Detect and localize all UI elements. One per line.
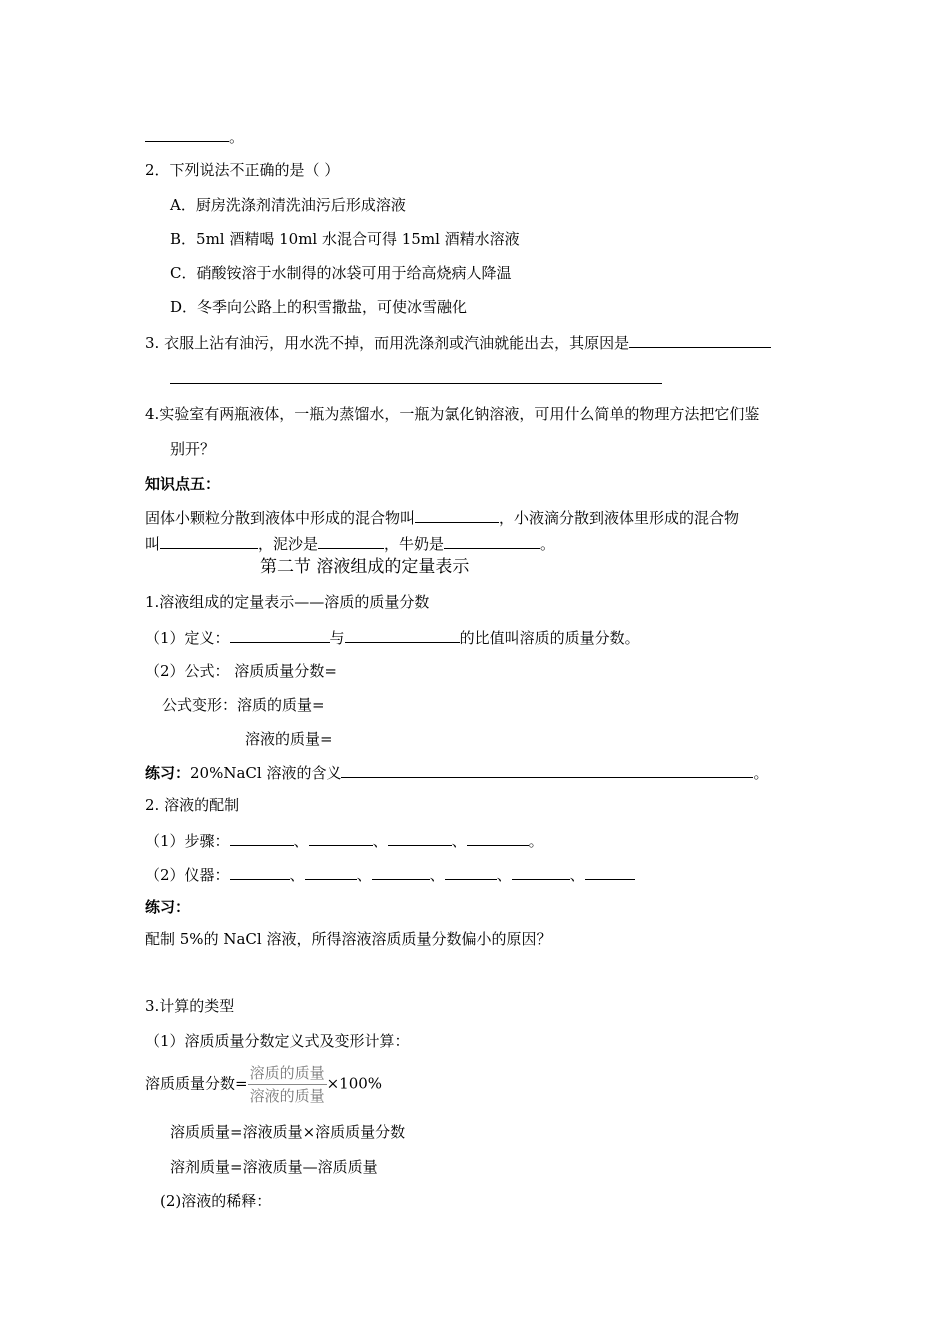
fraction-numerator: 溶质的质量 (248, 1063, 327, 1085)
calc-type-1: （1）溶质质量分数定义式及变形计算： (145, 1032, 410, 1050)
question-2-stem: 2．下列说法不正确的是（ ） (145, 161, 340, 179)
answer-blank (230, 864, 290, 880)
knowledge-point-5-line-1: 固体小颗粒分散到液体中形成的混合物叫 ，小液滴分散到液体里形成的混合物 (145, 509, 740, 527)
question-4-line-1: 4.实验室有两瓶液体，一瓶为蒸馏水，一瓶为氯化钠溶液，可用什么简单的物理方法把它们鉴 (145, 405, 760, 423)
answer-blank (372, 864, 430, 880)
answer-blank (585, 864, 635, 880)
subsection-2: 2. 溶液的配制 (145, 796, 240, 814)
formula-line: （2）公式： 溶质质量分数= (145, 662, 337, 680)
answer-blank (230, 830, 294, 846)
answer-line-fragment: 。 (145, 126, 244, 147)
question-3-answer-line (170, 368, 662, 389)
answer-blank (318, 533, 384, 549)
answer-blank (512, 864, 570, 880)
exercise-1: 练习：20%NaCl 溶液的含义 。 (145, 764, 769, 782)
knowledge-point-5-line-2: 叫 ，泥沙是 ，牛奶是 。 (145, 535, 556, 553)
calc-type-2: (2)溶液的稀释： (160, 1192, 272, 1210)
answer-blank (415, 507, 499, 523)
exercise-2-label: 练习： (145, 898, 191, 916)
answer-blank (145, 126, 229, 142)
formula-variant-1: 公式变形：溶质的质量= (162, 696, 325, 714)
subsection-1: 1.溶液组成的定量表示——溶质的质量分数 (145, 593, 430, 611)
fraction (248, 1063, 327, 1106)
answer-blank (467, 830, 529, 846)
fraction-denominator: 溶液的质量 (249, 1087, 325, 1105)
answer-blank (305, 864, 357, 880)
exercise-2-text: 配制 5%的 NaCl 溶液，所得溶液溶质质量分数偏小的原因？ (145, 930, 552, 948)
question-4-line-2: 别开？ (170, 440, 216, 458)
section-title: 第二节 溶液组成的定量表示 (260, 557, 470, 577)
answer-blank (160, 533, 258, 549)
answer-blank (445, 864, 497, 880)
steps-line: （1）步骤： 、 、 、 。 (145, 832, 544, 850)
answer-blank (341, 762, 753, 778)
option-c: C．硝酸铵溶于水制得的冰袋可用于给高烧病人降温 (170, 264, 512, 282)
answer-blank (170, 368, 662, 384)
fraction-formula: 溶质质量分数= $\frac{\text{溶质的质量}}{\text{溶液的质量}}$ ×100% (145, 1064, 383, 1105)
answer-blank (309, 830, 373, 846)
definition-line: （1）定义： 与 的比值叫溶质的质量分数。 (145, 629, 640, 647)
answer-blank (388, 830, 452, 846)
instruments-line: （2）仪器： 、 、 、 、 、 (145, 864, 635, 885)
equation-solvent: 溶剂质量=溶液质量—溶质质量 (170, 1158, 378, 1176)
answer-blank (444, 533, 540, 549)
option-a: A．厨房洗涤剂清洗油污后形成溶液 (170, 196, 406, 214)
option-b: B．5ml 酒精喝 10ml 水混合可得 15ml 酒精水溶液 (170, 230, 520, 248)
answer-blank (230, 627, 330, 643)
option-d: D．冬季向公路上的积雪撒盐，可使冰雪融化 (170, 298, 468, 316)
subsection-3: 3.计算的类型 (145, 997, 235, 1015)
formula-variant-2: 溶液的质量= (245, 730, 333, 748)
answer-blank (345, 627, 460, 643)
equation-solute: 溶质质量=溶液质量×溶质质量分数 (170, 1123, 406, 1141)
knowledge-point-5-heading: 知识点五： (145, 475, 221, 493)
question-3: 3. 衣服上沾有油污，用水洗不掉，而用洗涤剂或汽油就能出去，其原因是 (145, 332, 771, 353)
answer-blank (629, 332, 771, 348)
